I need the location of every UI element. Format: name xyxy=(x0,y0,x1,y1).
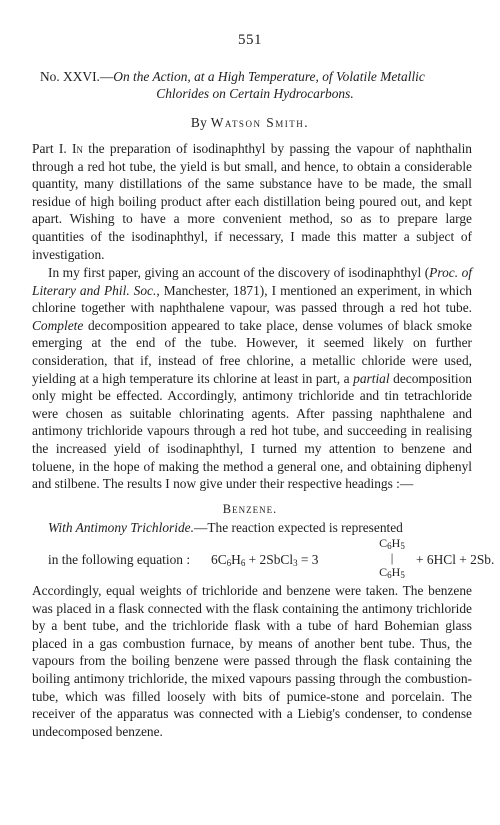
eq-term: + 2SbCl xyxy=(245,552,294,567)
eq-term: H xyxy=(231,552,241,567)
text-run: decomposition appeared to take place, dense volumes of black smoke emerging at the end of the tube. However, it seemed likely on further consideration, that if, instead of free chlorine, a metallic chloride were used, yielding at a high temperature its chlorine at least in part, a xyxy=(32,317,472,386)
article-number: No. XXVI. xyxy=(40,69,100,84)
formula-top xyxy=(379,536,405,550)
eq-term: = 3 xyxy=(297,552,319,567)
equation-lhs xyxy=(211,552,319,568)
eq-subscript: 5 xyxy=(400,570,405,580)
emphasis-complete: Complete xyxy=(32,317,84,333)
eq-subscript: 6 xyxy=(240,558,246,568)
eq-term: C xyxy=(379,565,388,579)
equation-intro: in the following equation : xyxy=(48,552,191,567)
page-number: 551 xyxy=(238,32,262,48)
title-line-1: No. XXVI.—On the Action, at a High Temperature, of Volatile Metallic xyxy=(40,69,425,84)
byline-prefix: By xyxy=(190,115,208,130)
reaction-equation xyxy=(48,536,495,586)
paragraph-part-one xyxy=(32,140,472,263)
author-name: Watson Smith. xyxy=(210,115,310,130)
article-title xyxy=(40,68,470,102)
part-one-text: the preparation of isodinaphthyl by passing the vapour of naphthalin through a red hot tube, the yield is but small, and hence, to obtain a considerable quantity, many distillations of the same substance have to be made, the small residue of high boiling product after each distillation being poured out, and kept apart. Wishing to have a more convenient method, so as to prepare large quantities of the isodinaphthyl, if necessary, I made this matter a subject of investigation. xyxy=(32,141,472,262)
emphasis-partial: partial xyxy=(353,370,390,386)
lead-word: In xyxy=(71,141,83,156)
eq-term: H xyxy=(391,536,401,550)
paragraph-first-paper xyxy=(32,264,472,493)
eq-subscript: 6 xyxy=(387,570,392,580)
eq-subscript: 6 xyxy=(387,541,392,551)
text-run: , Manchester, 1871), I mentioned an experiment, in which chlorine together with naphthalene vapour, was passed through a red hot tube. xyxy=(32,282,472,316)
eq-term: 6C xyxy=(211,552,227,567)
text-run: In my first paper, giving an account of the discovery of isodinaphthyl ( xyxy=(48,265,430,280)
eq-term: C xyxy=(379,536,388,550)
section-heading: Benzene. xyxy=(222,502,278,516)
citation: Proc. of Literary and Phil. Soc. xyxy=(32,265,472,298)
title-text: On the Action, at a High Temperature, of Volatile Metallic xyxy=(113,69,425,84)
diphenyl-formula xyxy=(377,536,407,579)
paragraph-procedure: Accordingly, equal weights of trichloride and benzene were taken. The benzene was placed in a flask connected with the flask containing the antimony trichloride by a bent tube, and the trichloride flask with a tube of hard Bohemian glass placed in a gas combustion furnace, by means of another bent tube. Thus, the vapours from the boiling benzene were passed through the flask containing the boiling antimony trichloride, the mixed vapours passing through the combustion-tube, which was filled loosely with bits of pumice-stone and porcelain. The receiver of the apparatus was connected with a Liebig's condenser, to condense undecomposed benzene. xyxy=(32,583,472,739)
subsection-title: With Antimony Trichloride. xyxy=(48,520,194,535)
reaction-intro: —The reaction expected is represented xyxy=(193,520,403,535)
author-byline xyxy=(0,115,500,131)
paragraph-antimony xyxy=(32,519,472,537)
equation-rhs: + 6HCl + 2Sb. xyxy=(416,552,495,567)
eq-subscript: 5 xyxy=(400,541,405,551)
bond-bar: | xyxy=(390,550,394,565)
title-line-2: Chlorides on Certain Hydrocarbons. xyxy=(156,86,354,101)
text-run: decomposition only might be effected. Accordingly, antimony trichloride and tin tetrachloride were chosen as suitable chlorinating agents. After passing naphthalene and antimony trichloride vapours through a red hot tube, and succeeding in realising the increased yield of isodinaphthyl, I turned my attention to benzene and toluene, in the hope of making the method a general one, and obtaining diphenyl and stilbene. The results I now give under their respective headings :— xyxy=(32,370,472,492)
eq-term: H xyxy=(391,565,401,579)
part-label: Part I. xyxy=(32,141,67,156)
eq-subscript: 3 xyxy=(293,558,298,568)
formula-bottom xyxy=(379,565,405,579)
eq-subscript: 6 xyxy=(226,558,232,568)
